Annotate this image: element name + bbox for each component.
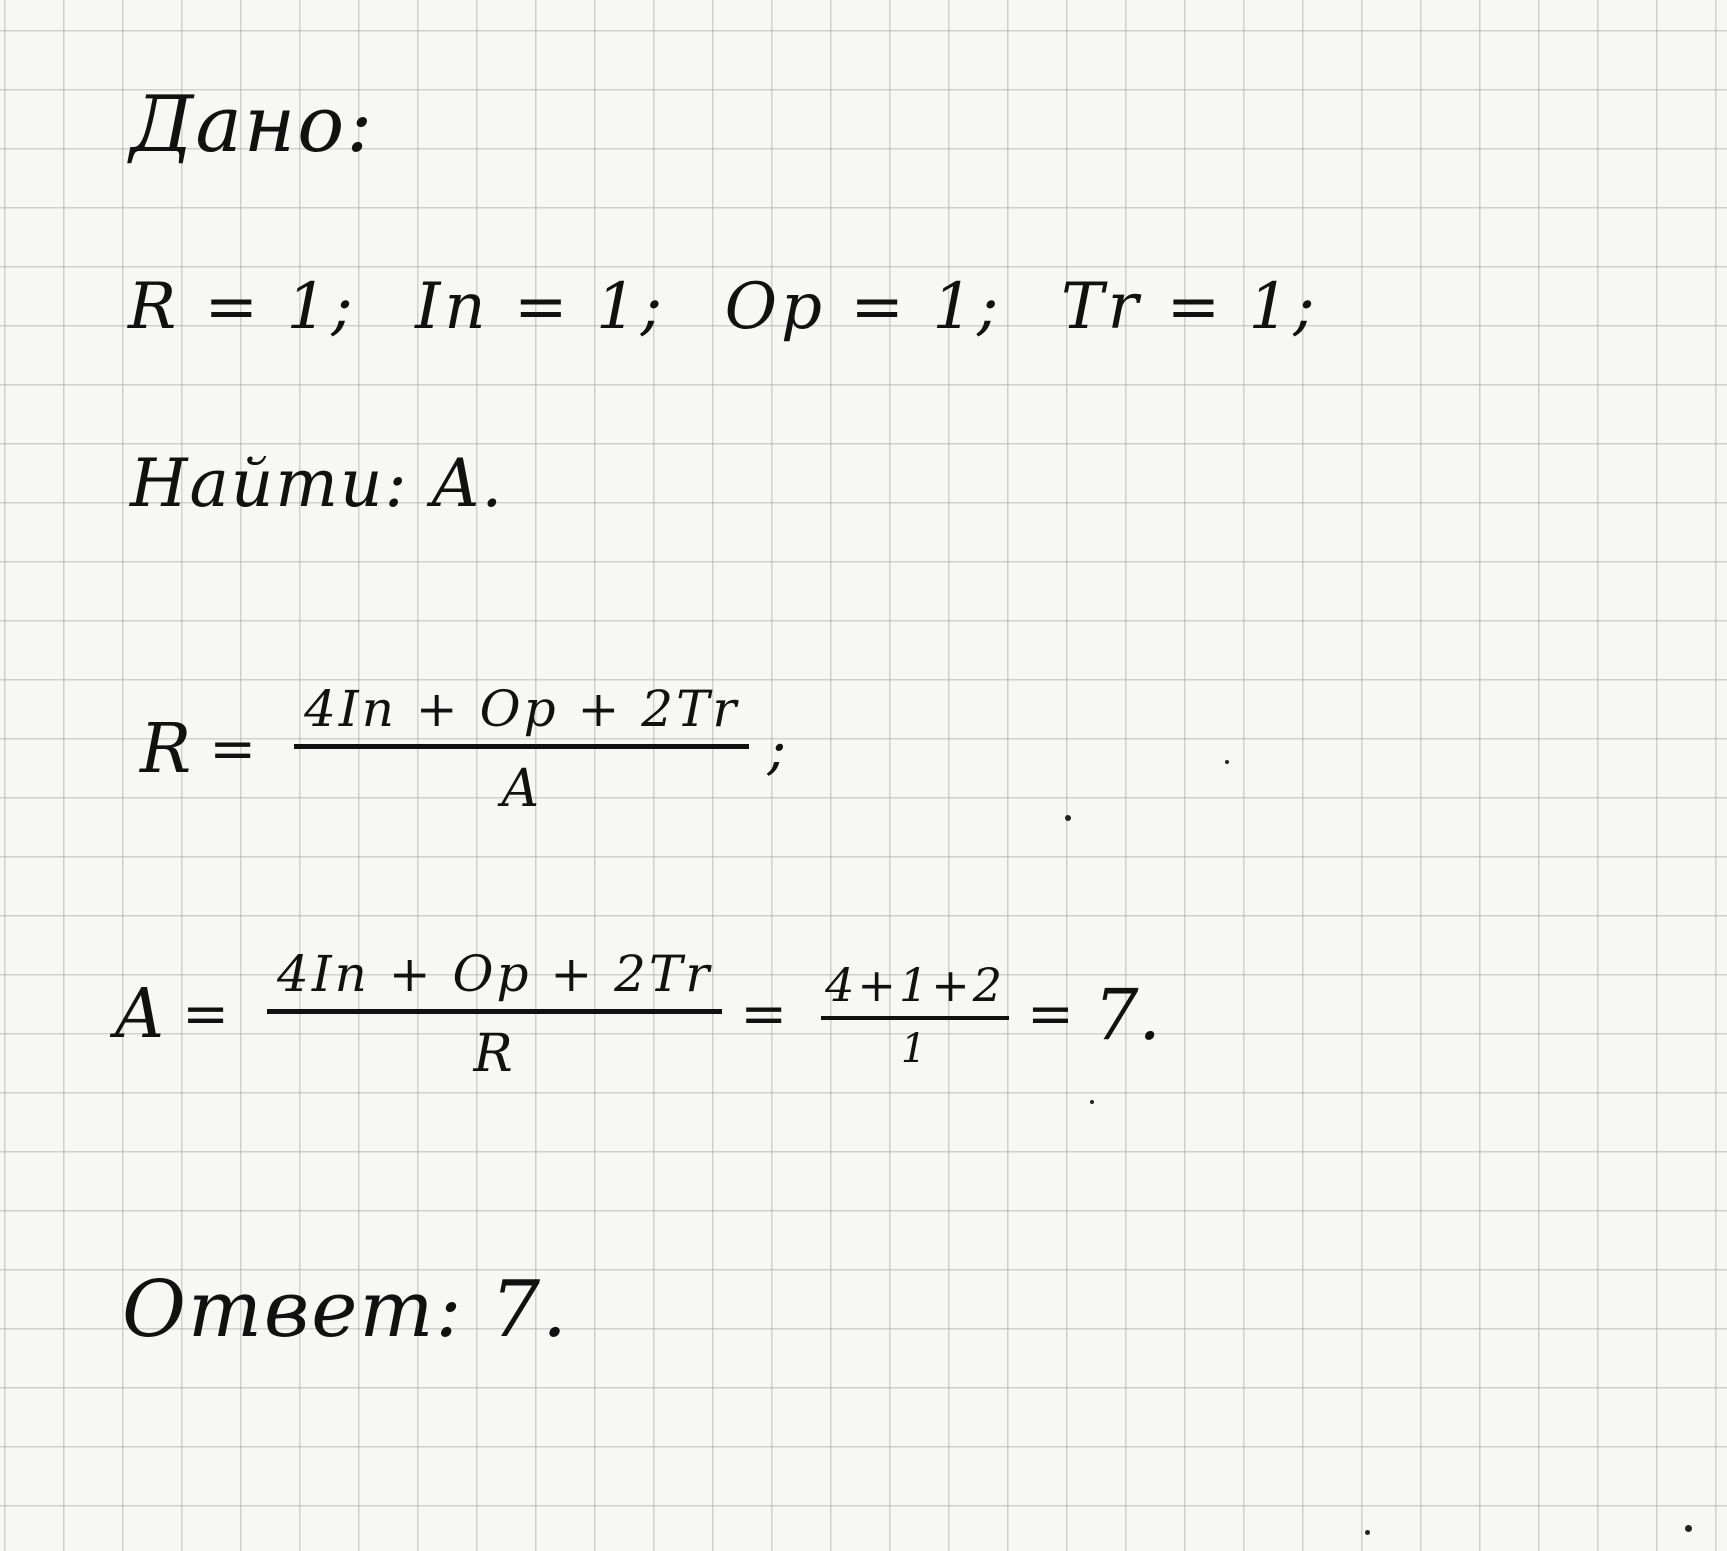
paper-speck — [1090, 1100, 1094, 1104]
formula-r-equals: = — [209, 717, 257, 782]
given-heading: Дано: — [130, 80, 375, 170]
given-r: R = 1; — [128, 270, 357, 344]
formula-r-semicolon: ; — [767, 717, 787, 782]
given-in: In = 1; — [415, 270, 667, 344]
substitution-numerator: 4+1+2 — [821, 958, 1009, 1020]
formula-a-lhs: A — [115, 975, 165, 1054]
formula-a-numerator: 4In + Op + 2Tr — [267, 945, 722, 1014]
formula-a-equals: = — [182, 982, 230, 1047]
given-values — [128, 270, 1325, 344]
substitution-denominator: 1 — [900, 1025, 930, 1072]
answer-line: Ответ: 7. — [122, 1265, 569, 1355]
given-tr: Tr = 1; — [1060, 270, 1319, 344]
paper-speck — [1225, 760, 1229, 764]
formula-a-equals-2: = — [740, 982, 788, 1047]
formula-r-numerator: 4In + Op + 2Tr — [294, 680, 749, 749]
formula-a-result: 7. — [1093, 973, 1161, 1056]
formula-r-fraction — [294, 680, 749, 819]
formula-r-denominator: A — [501, 759, 542, 819]
formula-a-fraction — [267, 945, 722, 1084]
formula-r — [140, 680, 786, 819]
given-op: Op = 1; — [724, 270, 1003, 344]
formula-a — [115, 945, 1161, 1084]
find-statement: Найти: A. — [130, 445, 505, 522]
formula-r-lhs: R — [140, 710, 192, 789]
paper-speck — [1685, 1525, 1692, 1532]
formula-a-substitution — [821, 958, 1009, 1072]
formula-a-equals-3: = — [1027, 982, 1074, 1047]
formula-a-denominator: R — [473, 1024, 516, 1084]
paper-speck — [1365, 1530, 1370, 1535]
paper-speck — [1065, 815, 1071, 821]
